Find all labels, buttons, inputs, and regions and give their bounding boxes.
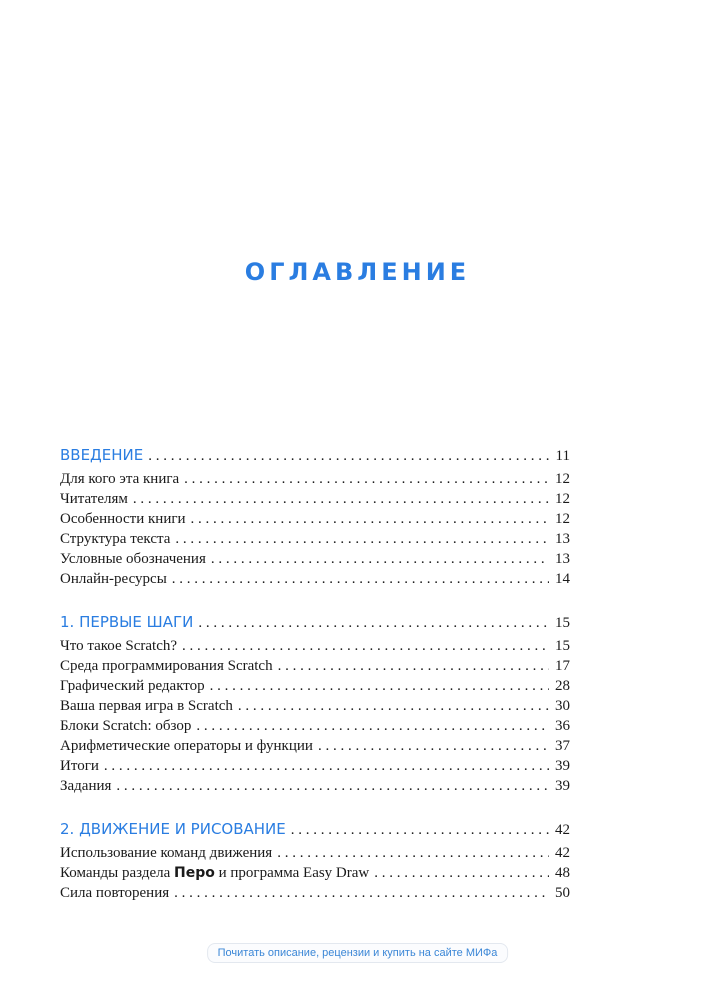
leader-dots — [116, 778, 549, 795]
leader-dots — [198, 615, 549, 632]
leader-dots — [174, 885, 549, 902]
toc-item-title: Особенности книги — [60, 511, 186, 527]
section-spacer — [60, 798, 570, 820]
toc-item[interactable] — [60, 491, 570, 511]
toc-page-number: 37 — [555, 738, 570, 754]
leader-dots — [374, 865, 549, 882]
toc-page-number: 13 — [555, 531, 570, 547]
toc-item-title-post: и программа Easy Draw — [214, 865, 370, 881]
toc-item-title: Задания — [60, 778, 112, 794]
leader-dots — [133, 491, 549, 508]
toc-item-title: Итоги — [60, 758, 99, 774]
toc-item[interactable] — [60, 571, 570, 591]
leader-dots — [196, 718, 549, 735]
toc-section-title: ВВЕДЕНИЕ — [60, 446, 144, 464]
toc-item-title: Структура текста — [60, 531, 171, 547]
toc-item-title: Сила повторения — [60, 885, 170, 901]
toc-page-number: 36 — [555, 718, 570, 734]
toc-section-first-steps[interactable] — [60, 613, 570, 635]
toc-page-number: 39 — [555, 758, 570, 774]
toc-page-number: 12 — [555, 511, 570, 527]
toc-item-title-bold: Перо — [174, 865, 215, 881]
toc-page-number: 42 — [555, 845, 570, 861]
leader-dots — [172, 571, 549, 588]
toc-page-number: 50 — [555, 885, 570, 901]
toc-item-title: Для кого эта книга — [60, 471, 180, 487]
leader-dots — [175, 531, 549, 548]
toc-section-intro[interactable] — [60, 446, 570, 468]
toc-item-title: Читателям — [60, 491, 128, 507]
toc-item[interactable] — [60, 698, 570, 718]
store-link[interactable]: Почитать описание, рецензии и купить на сайте МИФа — [207, 943, 509, 963]
toc-item-title — [60, 865, 369, 882]
toc-page-number: 13 — [555, 551, 570, 567]
leader-dots — [291, 822, 549, 839]
toc-item-title-pre: Команды раздела — [60, 865, 175, 881]
toc-item-title: Арифметические операторы и функции — [60, 738, 313, 754]
toc-item-title: Графический редактор — [60, 678, 205, 694]
toc-item[interactable] — [60, 778, 570, 798]
toc-page-number: 12 — [555, 471, 570, 487]
table-of-contents — [60, 446, 570, 905]
leader-dots — [182, 638, 549, 655]
toc-item-title: Использование команд движения — [60, 845, 273, 861]
toc-item[interactable] — [60, 551, 570, 571]
toc-page-number: 14 — [555, 571, 570, 587]
leader-dots — [210, 678, 549, 695]
toc-item-title: Среда программирования Scratch — [60, 658, 273, 674]
toc-section-title: 2. ДВИЖЕНИЕ И РИСОВАНИЕ — [60, 820, 286, 838]
toc-item[interactable] — [60, 718, 570, 738]
toc-page-number: 12 — [555, 491, 570, 507]
leader-dots — [211, 551, 549, 568]
toc-page-number: 30 — [555, 698, 570, 714]
toc-item[interactable] — [60, 678, 570, 698]
toc-item[interactable] — [60, 738, 570, 758]
leader-dots — [278, 658, 549, 675]
toc-section-motion-drawing[interactable] — [60, 820, 570, 842]
toc-item[interactable] — [60, 638, 570, 658]
toc-item[interactable] — [60, 511, 570, 531]
toc-item-title: Условные обозначения — [60, 551, 206, 567]
leader-dots — [318, 738, 549, 755]
toc-page-number: 48 — [555, 865, 570, 881]
toc-page-number: 28 — [555, 678, 570, 694]
leader-dots — [191, 511, 549, 528]
page-title: ОГЛАВЛЕНИЕ — [244, 258, 471, 286]
toc-item-title: Онлайн-ресурсы — [60, 571, 167, 587]
toc-page-number: 15 — [555, 615, 570, 631]
toc-item[interactable] — [60, 845, 570, 865]
section-spacer — [60, 591, 570, 613]
toc-item[interactable] — [60, 531, 570, 551]
toc-item[interactable] — [60, 885, 570, 905]
toc-page-number: 42 — [555, 822, 570, 838]
leader-dots — [184, 471, 549, 488]
toc-item[interactable] — [60, 658, 570, 678]
toc-item[interactable] — [60, 865, 570, 885]
leader-dots — [148, 448, 549, 465]
toc-item[interactable] — [60, 758, 570, 778]
toc-page-number: 39 — [555, 778, 570, 794]
toc-item-title: Ваша первая игра в Scratch — [60, 698, 233, 714]
toc-page-number: 17 — [555, 658, 570, 674]
toc-section-title: 1. ПЕРВЫЕ ШАГИ — [60, 613, 194, 631]
leader-dots — [238, 698, 549, 715]
toc-item[interactable] — [60, 471, 570, 491]
toc-item-title: Что такое Scratch? — [60, 638, 178, 654]
leader-dots — [277, 845, 549, 862]
toc-page-number: 15 — [555, 638, 570, 654]
toc-item-title: Блоки Scratch: обзор — [60, 718, 192, 734]
leader-dots — [104, 758, 549, 775]
toc-page-number: 11 — [555, 448, 570, 464]
